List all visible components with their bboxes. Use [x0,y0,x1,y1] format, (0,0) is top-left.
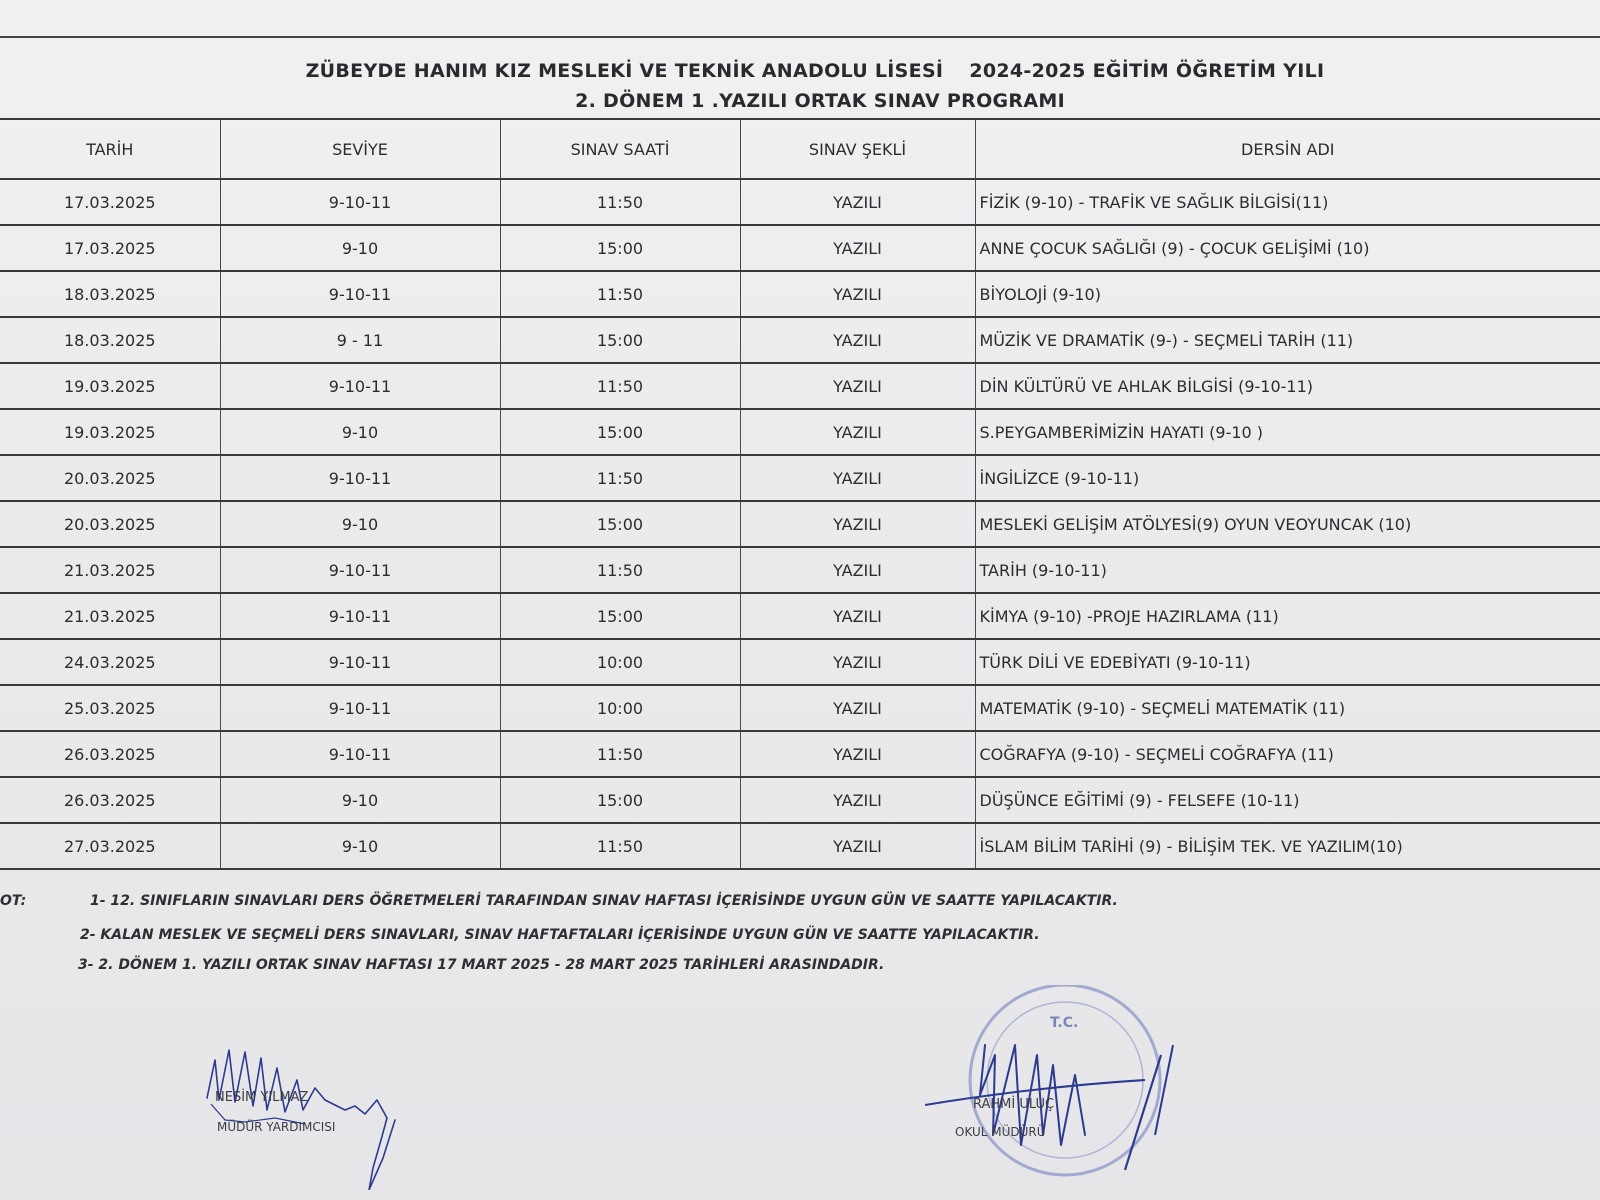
cell-tarih: 26.03.2025 [0,777,220,823]
cell-dersin-adi: KİMYA (9-10) -PROJE HAZIRLAMA (11) [975,593,1600,639]
cell-sinav-saati: 15:00 [500,501,740,547]
top-rule [0,36,1600,38]
table-row [0,593,1600,639]
cell-dersin-adi: S.PEYGAMBERİMİZİN HAYATI (9-10 ) [975,409,1600,455]
official-stamp-and-signature [925,985,1195,1185]
cell-tarih: 26.03.2025 [0,731,220,777]
cell-dersin-adi: MESLEKİ GELİŞİM ATÖLYESİ(9) OYUN VEOYUNCAK (10) [975,501,1600,547]
table-row [0,455,1600,501]
cell-seviye: 9-10-11 [220,639,500,685]
table-row [0,547,1600,593]
cell-tarih: 19.03.2025 [0,409,220,455]
table-header-row [0,119,1600,179]
cell-sinav-saati: 15:00 [500,777,740,823]
cell-sinav-sekli: YAZILI [740,823,975,869]
exam-schedule-table [0,118,1600,870]
cell-dersin-adi: ANNE ÇOCUK SAĞLIĞI (9) - ÇOCUK GELİŞİMİ (10) [975,225,1600,271]
cell-seviye: 9 - 11 [220,317,500,363]
cell-dersin-adi: FİZİK (9-10) - TRAFİK VE SAĞLIK BİLGİSİ(11) [975,179,1600,225]
cell-seviye: 9-10-11 [220,593,500,639]
header-tarih: TARİH [0,119,220,179]
cell-tarih: 27.03.2025 [0,823,220,869]
signer-name-left: NESİM YILMAZ [215,1090,309,1105]
cell-sinav-sekli: YAZILI [740,547,975,593]
cell-tarih: 18.03.2025 [0,317,220,363]
cell-tarih: 24.03.2025 [0,639,220,685]
academic-year: 2024-2025 EĞİTİM ÖĞRETİM YILI [969,60,1325,82]
school-name: ZÜBEYDE HANIM KIZ MESLEKİ VE TEKNİK ANADOLU LİSESİ [305,60,944,82]
cell-tarih: 18.03.2025 [0,271,220,317]
header-dersin-adi: DERSİN ADI [975,119,1600,179]
cell-tarih: 17.03.2025 [0,225,220,271]
cell-seviye: 9-10-11 [220,455,500,501]
cell-sinav-sekli: YAZILI [740,777,975,823]
table-row [0,823,1600,869]
cell-sinav-saati: 11:50 [500,823,740,869]
signature-block-left [205,1040,405,1190]
cell-dersin-adi: İSLAM BİLİM TARİHİ (9) - BİLİŞİM TEK. VE YAZILIM(10) [975,823,1600,869]
cell-sinav-sekli: YAZILI [740,639,975,685]
cell-sinav-saati: 10:00 [500,639,740,685]
cell-sinav-sekli: YAZILI [740,363,975,409]
cell-sinav-sekli: YAZILI [740,685,975,731]
cell-sinav-saati: 15:00 [500,409,740,455]
cell-dersin-adi: TARİH (9-10-11) [975,547,1600,593]
header-seviye: SEVİYE [220,119,500,179]
table-row [0,731,1600,777]
cell-sinav-saati: 11:50 [500,731,740,777]
cell-seviye: 9-10 [220,823,500,869]
table-row [0,685,1600,731]
note-item: 3- 2. DÖNEM 1. YAZILI ORTAK SINAV HAFTASI 17 MART 2025 - 28 MART 2025 TARİHLERİ ARASINDADIR. [78,957,885,973]
cell-dersin-adi: İNGİLİZCE (9-10-11) [975,455,1600,501]
stamp-text: T.C. [1050,1015,1079,1031]
cell-sinav-saati: 11:50 [500,547,740,593]
notes-label: OT: [0,893,27,909]
signature-block-right [925,985,1195,1185]
cell-seviye: 9-10 [220,777,500,823]
cell-sinav-sekli: YAZILI [740,455,975,501]
signer-role-left: MÜDÜR YARDIMCISI [217,1120,336,1134]
cell-sinav-sekli: YAZILI [740,317,975,363]
signer-name-right: RAHMİ ULUÇ [973,1097,1055,1112]
cell-seviye: 9-10-11 [220,685,500,731]
cell-dersin-adi: COĞRAFYA (9-10) - SEÇMELİ COĞRAFYA (11) [975,731,1600,777]
cell-dersin-adi: DÜŞÜNCE EĞİTİMİ (9) - FELSEFE (10-11) [975,777,1600,823]
cell-tarih: 21.03.2025 [0,593,220,639]
table-body [0,179,1600,869]
table-row [0,271,1600,317]
table-row [0,225,1600,271]
cell-sinav-sekli: YAZILI [740,501,975,547]
signer-role-right: OKUL MÜDÜRÜ [955,1125,1046,1139]
cell-sinav-saati: 11:50 [500,363,740,409]
cell-seviye: 9-10-11 [220,271,500,317]
cell-dersin-adi: BİYOLOJİ (9-10) [975,271,1600,317]
table-row [0,409,1600,455]
cell-seviye: 9-10 [220,409,500,455]
cell-dersin-adi: MÜZİK VE DRAMATİK (9-) - SEÇMELİ TARİH (11) [975,317,1600,363]
cell-tarih: 21.03.2025 [0,547,220,593]
cell-sinav-saati: 11:50 [500,455,740,501]
handwritten-signature-left [205,1040,405,1190]
cell-sinav-saati: 15:00 [500,225,740,271]
cell-tarih: 17.03.2025 [0,179,220,225]
table-row [0,777,1600,823]
header-sinav-saati: SINAV SAATİ [500,119,740,179]
cell-sinav-sekli: YAZILI [740,731,975,777]
table-row [0,639,1600,685]
header-sinav-sekli: SINAV ŞEKLİ [740,119,975,179]
table-row [0,179,1600,225]
cell-sinav-sekli: YAZILI [740,179,975,225]
cell-seviye: 9-10 [220,501,500,547]
cell-seviye: 9-10-11 [220,731,500,777]
cell-tarih: 25.03.2025 [0,685,220,731]
cell-sinav-saati: 11:50 [500,271,740,317]
table-row [0,363,1600,409]
cell-dersin-adi: DİN KÜLTÜRÜ VE AHLAK BİLGİSİ (9-10-11) [975,363,1600,409]
cell-sinav-saati: 10:00 [500,685,740,731]
cell-sinav-sekli: YAZILI [740,593,975,639]
cell-sinav-sekli: YAZILI [740,409,975,455]
exam-program-title: 2. DÖNEM 1 .YAZILI ORTAK SINAV PROGRAMI [575,90,1065,112]
table-row [0,317,1600,363]
table-row [0,501,1600,547]
cell-seviye: 9-10 [220,225,500,271]
cell-sinav-saati: 11:50 [500,179,740,225]
cell-dersin-adi: TÜRK DİLİ VE EDEBİYATI (9-10-11) [975,639,1600,685]
cell-sinav-saati: 15:00 [500,317,740,363]
cell-sinav-sekli: YAZILI [740,271,975,317]
cell-sinav-saati: 15:00 [500,593,740,639]
cell-seviye: 9-10-11 [220,179,500,225]
cell-tarih: 20.03.2025 [0,501,220,547]
cell-sinav-sekli: YAZILI [740,225,975,271]
cell-tarih: 19.03.2025 [0,363,220,409]
school-title [0,60,1600,82]
cell-dersin-adi: MATEMATİK (9-10) - SEÇMELİ MATEMATİK (11) [975,685,1600,731]
cell-seviye: 9-10-11 [220,547,500,593]
cell-tarih: 20.03.2025 [0,455,220,501]
note-item: 1- 12. SINIFLARIN SINAVLARI DERS ÖĞRETMELERİ TARAFINDAN SINAV HAFTASI İÇERİSİNDE UYGUN GÜN VE SAATTE YAPILACAKTIR. [90,893,1118,909]
cell-seviye: 9-10-11 [220,363,500,409]
note-item: 2- KALAN MESLEK VE SEÇMELİ DERS SINAVLARI, SINAV HAFTAFTALARI İÇERİSİNDE UYGUN GÜN VE SAATTE YAPILACAKTIR. [80,927,1040,943]
